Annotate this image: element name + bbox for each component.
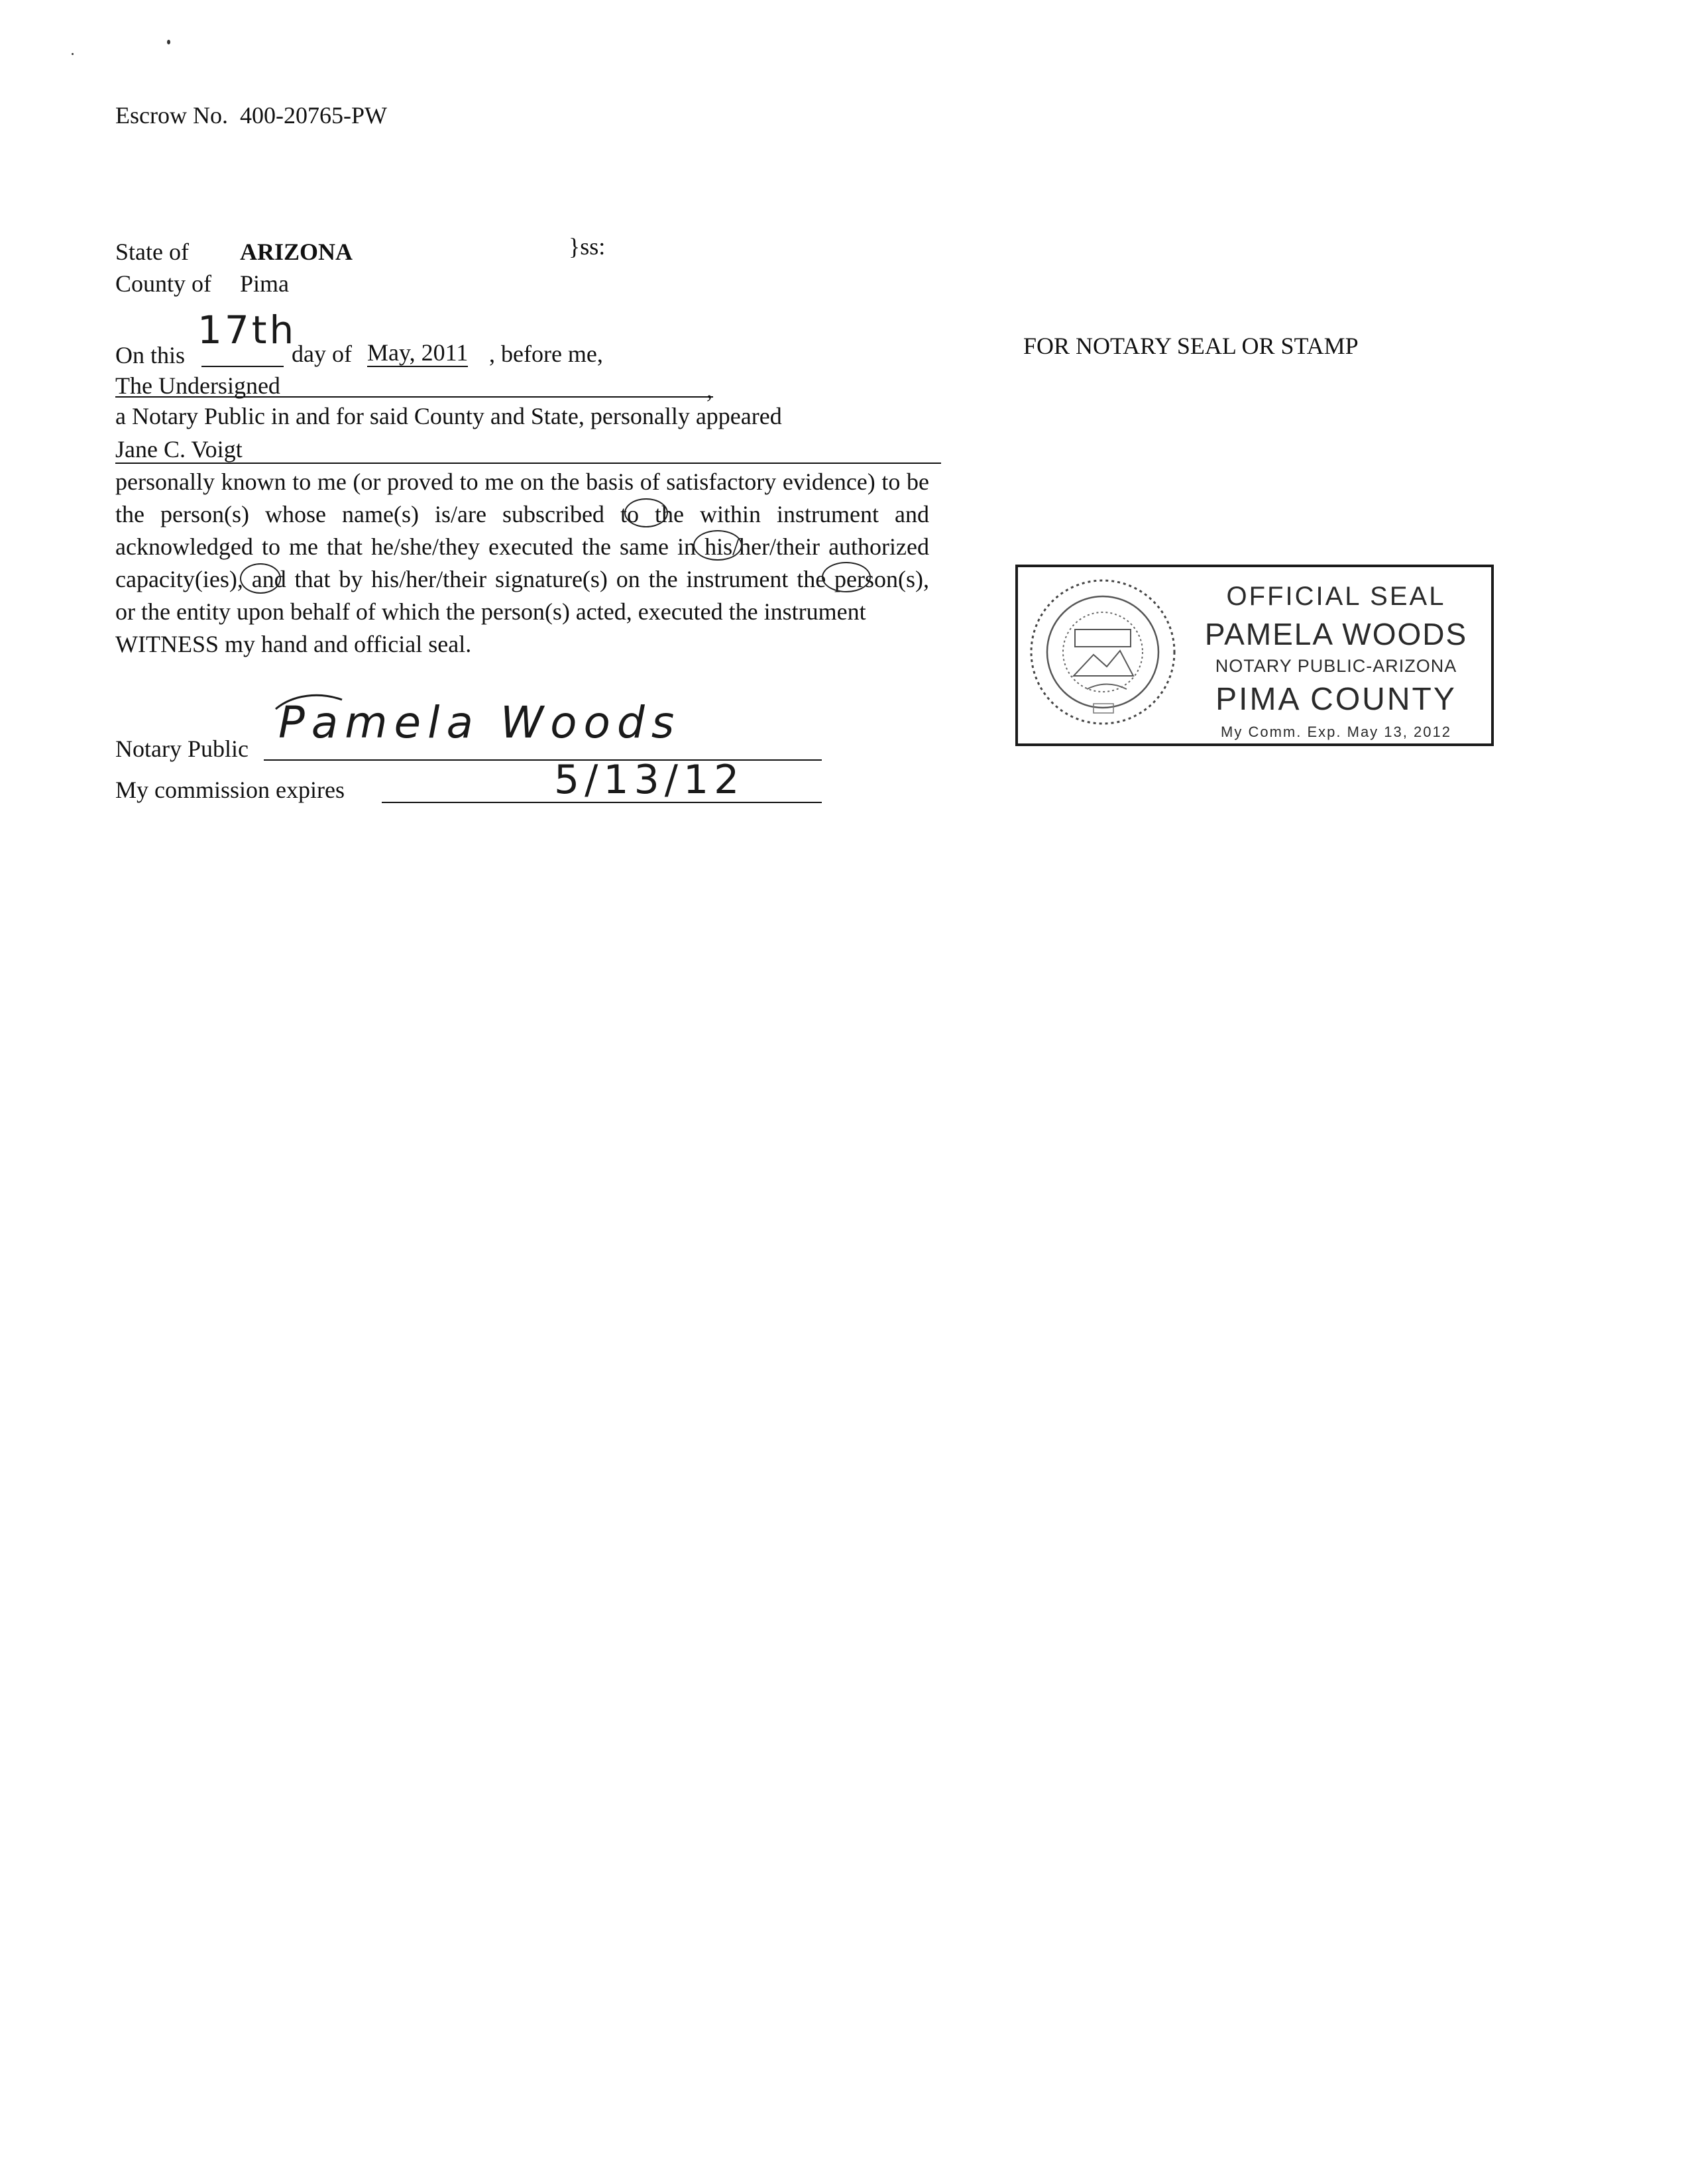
officer-comma: ,	[706, 376, 712, 403]
month-year: May, 2011	[367, 339, 469, 366]
commission-date: 5/13/12	[554, 757, 745, 803]
circle-mark-is	[624, 498, 668, 527]
seal-area-label: FOR NOTARY SEAL OR STAMP	[1023, 333, 1359, 359]
county-value: Pima	[240, 270, 290, 297]
witness-line: WITNESS my hand and official seal.	[115, 631, 472, 657]
scan-speck	[72, 53, 74, 55]
circle-mark-she	[693, 530, 742, 561]
ss-bracket: }ss:	[569, 233, 606, 260]
official-seal-stamp	[1015, 565, 1494, 746]
escrow-label: Escrow No.	[115, 102, 228, 129]
escrow-number: 400-20765-PW	[239, 102, 387, 129]
stamp-line-commission: My Comm. Exp. May 13, 2012	[1221, 724, 1451, 740]
signer-name: Jane C. Voigt	[115, 436, 243, 463]
stamp-line-notary-name: PAMELA WOODS	[1204, 617, 1468, 651]
day-blank-line	[201, 366, 284, 367]
commission-label: My commission expires	[115, 777, 345, 803]
stamp-line-county: PIMA COUNTY	[1215, 682, 1457, 717]
signature-flourish	[273, 689, 346, 716]
notary-public-label: Notary Public	[115, 736, 249, 762]
escrow-line	[115, 101, 387, 130]
acknowledgment-body-text: personally known to me (or proved to me on the basis of satisfactory evidence) to be the person(s) whose name(s) is/are subscribed to the within instrument and acknowledged to me that he/she/they executed the same in his/her/their authorized capacity(ies), and that by his/her/their signature(s) on the instrument the person(s), or the entity upon behalf of which the person(s) acted, executed the instrument	[115, 468, 929, 625]
officer-name-line	[115, 396, 713, 398]
acknowledgment-body	[115, 466, 929, 661]
state-value: ARIZONA	[240, 239, 353, 265]
scan-speck	[167, 40, 170, 44]
on-this-label: On this	[115, 342, 186, 368]
stamp-line-notary-state: NOTARY PUBLIC-ARIZONA	[1215, 656, 1457, 676]
signer-name-line	[115, 463, 941, 464]
great-seal-emblem	[1027, 576, 1178, 728]
officer-name: The Undersigned	[115, 372, 280, 399]
notary-clause: a Notary Public in and for said County and State, personally appeared	[115, 403, 782, 429]
stamp-line-official-seal: OFFICIAL SEAL	[1226, 582, 1446, 611]
county-label: County of	[115, 270, 212, 297]
day-handwritten: 17th	[197, 307, 297, 353]
day-of-label: day of	[292, 341, 352, 367]
circle-mark-her-2	[822, 562, 871, 592]
before-me: , before me,	[489, 341, 603, 367]
state-label: State of	[115, 239, 189, 265]
circle-mark-her	[240, 563, 281, 594]
notary-signature: Pamela Woods	[278, 697, 681, 748]
